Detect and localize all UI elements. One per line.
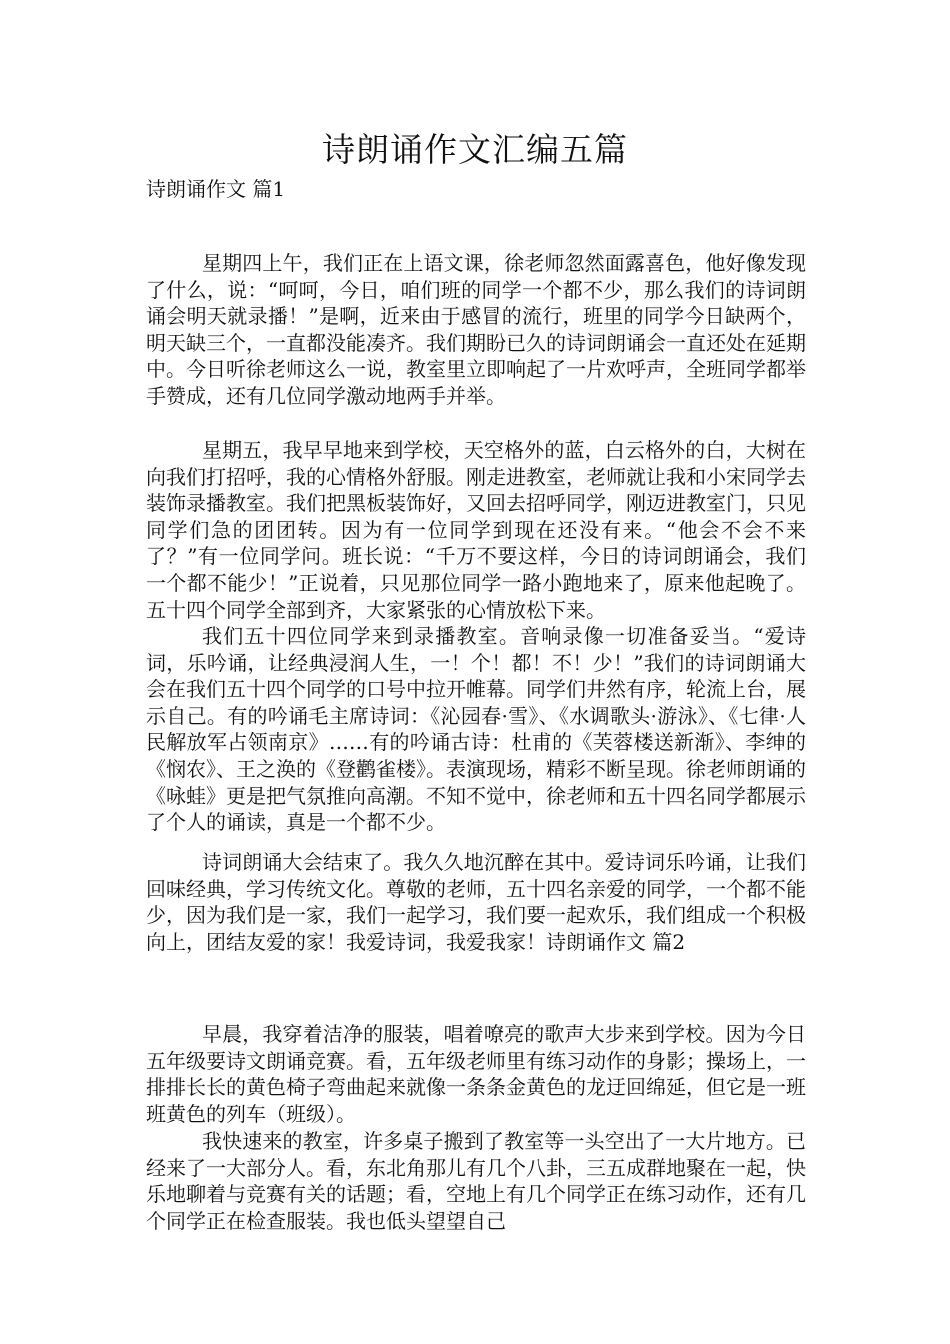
section-heading: 诗朗诵作文 篇1 [146, 177, 286, 201]
paragraph: 星期四上午，我们正在上语文课，徐老师忽然面露喜色，他好像发现了什么，说：“呵呵，今日，咱们班的同学一个都不少，那么我们的诗词朗诵会明天就录播！”是啊，近来由于感冒的流行，班里的同学今日缺两个，明天缺三个，一直都没能凑齐。我们期盼已久的诗词朗诵会一直还处在延期中。今日听徐老师这么一说，教室里立即响起了一片欢呼声，全班同学都举手赞成，还有几位同学激动地两手并举。 [146, 251, 806, 408]
paragraph: 早晨，我穿着洁净的服装，唱着嘹亮的歌声大步来到学校。因为今日五年级要诗文朗诵竞赛。看，五年级老师里有练习动作的身影；操场上，一排排长长的黄色椅子弯曲起来就像一条条金黄色的龙迂回绵延，但它是一班班黄色的列车（班级）。 [146, 1022, 806, 1126]
paragraph: 诗词朗诵大会结束了。我久久地沉醉在其中。爱诗词乐吟诵，让我们回味经典，学习传统文化。尊敬的老师，五十四名亲爱的同学，一个都不能少，因为我们是一家，我们一起学习，我们要一起欢乐，我们组成一个积极向上，团结友爱的家！我爱诗词，我爱我家！诗朗诵作文 篇2 [146, 850, 806, 954]
paragraph: 我们五十四位同学来到录播教室。音响录像一切准备妥当。“爱诗词，乐吟诵，让经典浸润人生，一！个！都！不！少！”我们的诗词朗诵大会在我们五十四个同学的口号中拉开帷幕。同学们井然有序，轮流上台，展示自己。有的吟诵毛主席诗词：《沁园春·雪》、《水调歌头·游泳》、《七律·人民解放军占领南京》……有的吟诵古诗：杜甫的《芙蓉楼送新渐》、李绅的《悯农》、王之涣的《登鹳雀楼》。表演现场，精彩不断呈现。徐老师朗诵的《咏蛙》更是把气氛推向高潮。不知不觉中，徐老师和五十四名同学都展示了个人的诵读，真是一个都不少。 [146, 624, 806, 835]
paragraph: 星期五，我早早地来到学校，天空格外的蓝，白云格外的白，大树在向我们打招呼，我的心情格外舒服。刚走进教室，老师就让我和小宋同学去装饰录播教室。我们把黑板装饰好，又回去招呼同学，刚迈进教室门，只见同学们急的团团转。因为有一位同学到现在还没有来。“他会不会不来了？”有一位同学问。班长说：“千万不要这样，今日的诗词朗诵会，我们一个都不能少！”正说着，只见那位同学一路小跑地来了，原来他起晚了。五十四个同学全部到齐，大家紧张的心情放松下来。 [146, 438, 806, 622]
document-title: 诗朗诵作文汇编五篇 [322, 130, 628, 169]
paragraph: 我快速来的教室，许多桌子搬到了教室等一头空出了一大片地方。已经来了一大部分人。看，东北角那儿有几个八卦，三五成群地聚在一起，快乐地聊着与竞赛有关的话题；看，空地上有几个同学正在练习动作，还有几个同学正在检查服装。我也低头望望自己 [146, 1129, 806, 1233]
